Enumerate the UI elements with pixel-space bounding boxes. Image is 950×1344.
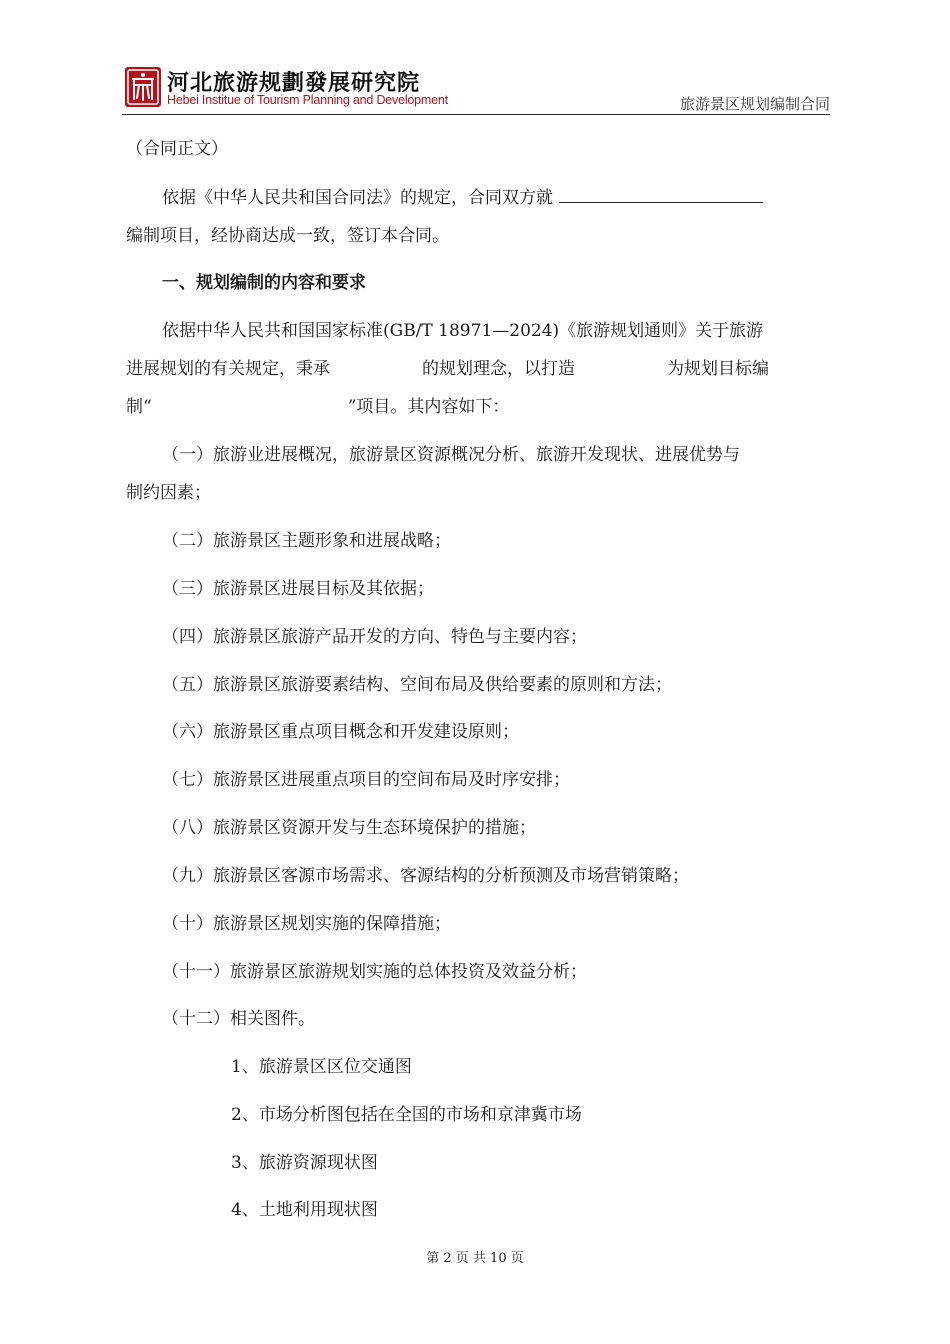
list-item: （七）旅游景区进展重点项目的空间布局及时序安排； — [162, 770, 570, 790]
document-title: 旅游景区规划编制合同 — [679, 95, 830, 113]
intro-line-2: 编制项目，经协商达成一致，签订本合同。 — [126, 226, 449, 246]
section-1-title: 一、规划编制的内容和要求 — [162, 273, 366, 293]
intro-text-1: 依据《中华人民共和国合同法》的规定，合同双方就 — [162, 188, 553, 208]
page-number: 第 2 页 共 10 页 — [426, 1251, 524, 1266]
header-divider — [122, 114, 830, 115]
para-text-3a: 制“ — [126, 397, 152, 417]
list-item: （三）旅游景区进展目标及其依据； — [162, 579, 434, 599]
list-item: （十）旅游景区规划实施的保障措施； — [162, 914, 451, 934]
list-item: （五）旅游景区旅游要素结构、空间布局及供给要素的原则和方法； — [162, 675, 672, 695]
list-item: （十一）旅游景区旅游规划实施的总体投资及效益分析； — [162, 962, 587, 982]
figure-item: 4、土地利用现状图 — [231, 1200, 378, 1220]
para-text-2c: 为规划目标编 — [667, 359, 769, 379]
list-item: （十二）相关图件。 — [162, 1009, 315, 1029]
para-text-2b: 的规划理念，以打造 — [422, 359, 575, 379]
figure-item: 3、旅游资源现状图 — [231, 1153, 378, 1173]
figure-item: 2、市场分析图包括在全国的市场和京津冀市场 — [231, 1105, 582, 1125]
list-item: （八）旅游景区资源开发与生态环境保护的措施； — [162, 818, 536, 838]
figure-item: 1、旅游景区区位交通图 — [231, 1057, 412, 1077]
para-text-3b: ”项目。其内容如下： — [347, 397, 510, 417]
institute-logo-icon — [125, 67, 161, 107]
para-text-2a: 进展规划的有关规定，秉承 — [126, 359, 330, 379]
para-line-2 — [126, 354, 769, 379]
page-header — [122, 64, 830, 116]
list-item: （四）旅游景区旅游产品开发的方向、特色与主要内容； — [162, 627, 587, 647]
project-name-blank — [559, 184, 763, 203]
institute-name-en: Hebei Institue of Tourism Planning and Development — [167, 93, 448, 107]
para-line-1: 依据中华人民共和国国家标准(GB/T 18971—2024)《旅游规划通则》关于旅游 — [162, 321, 764, 341]
list-item: 制约因素； — [126, 483, 211, 503]
list-item: （九）旅游景区客源市场需求、客源结构的分析预测及市场营销策略； — [162, 866, 689, 886]
list-item: （二）旅游景区主题形象和进展战略； — [162, 531, 451, 551]
para-line-3 — [126, 392, 509, 417]
list-item: （一）旅游业进展概况，旅游景区资源概况分析、旅游开发现状、进展优势与 — [162, 445, 740, 465]
institute-name-cn: 河北旅游规劃發展研究院 — [167, 71, 421, 96]
contract-label: （合同正文） — [126, 139, 228, 159]
list-item: （六）旅游景区重点项目概念和开发建设原则； — [162, 722, 519, 742]
intro-line-1 — [162, 183, 763, 208]
